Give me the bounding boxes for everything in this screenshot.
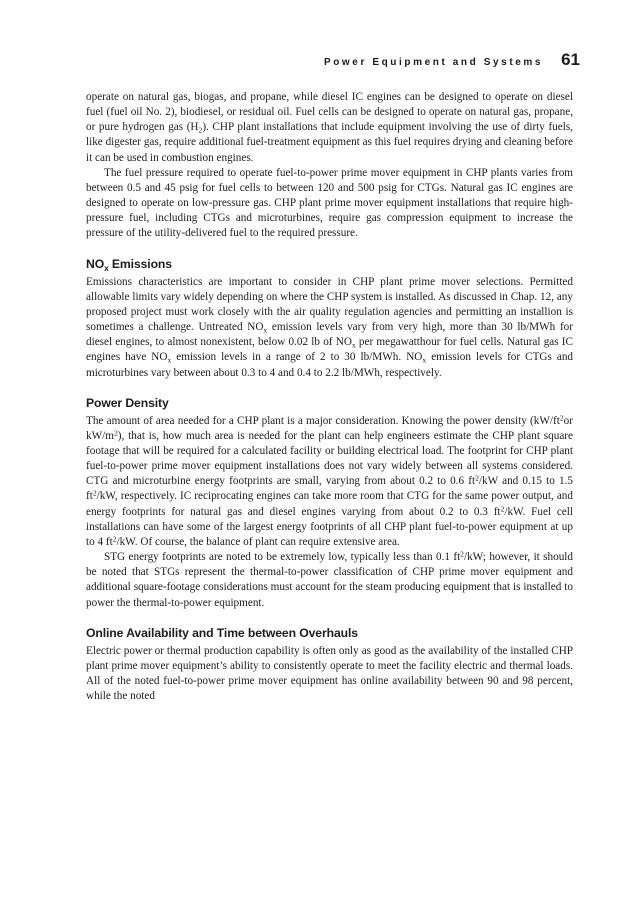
paragraph-fuel-pressure: The fuel pressure required to operate fuel-to-power prime mover equipment in CHP plants varies from between 0.5 and 45 psig for fuel cells to between 120 and 500 psig for CTGs. Natural gas IC engines are designed to operate on low-pressure gas. CHP plant prime mover equipment installations that require high-pressure fuel, including CTGs and microturbines, require gas compression equipment to increase the pressure of the utility-delivered fuel to the required pressure. xyxy=(86,166,573,240)
page-body xyxy=(86,90,573,704)
running-title: Power Equipment and Systems xyxy=(323,57,544,68)
paragraph-fuel-types: operate on natural gas, biogas, and propane, while diesel IC engines can be designed to operate on diesel fuel (fuel oil No. 2), biodiesel, or residual oil. Fuel cells can be designed to operate on natural gas, propane, or pure hydrogen gas $(H_2)$. CHP plant installations that include equipment involving the use of dirty fuels, like digester gas, require additional fuel-treatment equipment as this fuel requires drying and cleaning before it can be used in combustion engines. xyxy=(86,91,573,164)
paragraph-stg-footprint: STG energy footprints are noted to be extremely low, typically less than 0.1 $ft^2/kW$; however, it should be noted that STGs represent the thermal-to-power classification of CHP prime mover equipment and additional square-footage considerations must account for the steam producing equipment that is installed to power the thermal-to-power equipment. xyxy=(86,549,573,609)
page-number: 61 xyxy=(561,50,580,69)
paragraph-online-availability: Electric power or thermal production capability is often only as good as the availability of the installed CHP plant prime mover equipment’s ability to consistently operate to meet the facility electric and thermal loads. All of the noted fuel-to-power prime mover equipment has online availability between 90 and 98 percent, while the noted xyxy=(86,644,573,703)
section-heading-nox: $NO_x$ Emissions xyxy=(86,256,172,273)
paragraph-nox-emissions: Emissions characteristics are important to consider in CHP plant prime mover selections. Permitted allowable limits vary widely depending on where the CHP system is installed. As discussed in Chap. 12, any proposed project must work closely with the air quality regulation agencies and permitting an installion is sometimes a challenge. Untreated $NO_x$ emission levels vary from very high, more than 30 lb/MWh for diesel engines, to almost nonexistent, below 0.02 lb of $NO_x$ per megawatthour for fuel cells. Natural gas IC engines have $NO_x$ emission levels in a range of 2 to 30 lb/MWh. $NO_x$ emission levels for CTGs and microturbines vary between about 0.3 to 4 and 0.4 to 2.2 lb/MWh, respectively. xyxy=(86,275,574,379)
paragraph-power-density: The amount of area needed for a CHP plant is a major consideration. Knowing the power density ($kW/ft^2or$ $kW/m^2$), that is, how much area is needed for the plant can help engineers estimate the CHP plant square footage that will be required for a calculated facility or building electrical load. The footprint for CHP plant fuel-to-power prime mover equipment installations does not vary widely between all systems considered. CTG and microturbine energy footprints are small, varying from about 0.2 to 0.6 $ft^2/kW$ and 0.15 to 1.5 $ft^2/kW$, respectively. IC reciprocating engines can take more room that CTG for the same power output, and energy footprints for natural gas and diesel engines varying from about 0.2 to 0.3 $ft^2/kW$. Fuel cell installations can have some of the largest energy footprints of all CHP plant fuel-to-power equipment at up to 4 $ft^2/kW$. Of course, the balance of plant can require extensive area. xyxy=(86,413,573,548)
section-heading-power-density: Power Density xyxy=(86,395,169,410)
section-heading-online-availability: Online Availability and Time between Overhauls xyxy=(86,625,358,640)
running-head xyxy=(86,50,580,70)
